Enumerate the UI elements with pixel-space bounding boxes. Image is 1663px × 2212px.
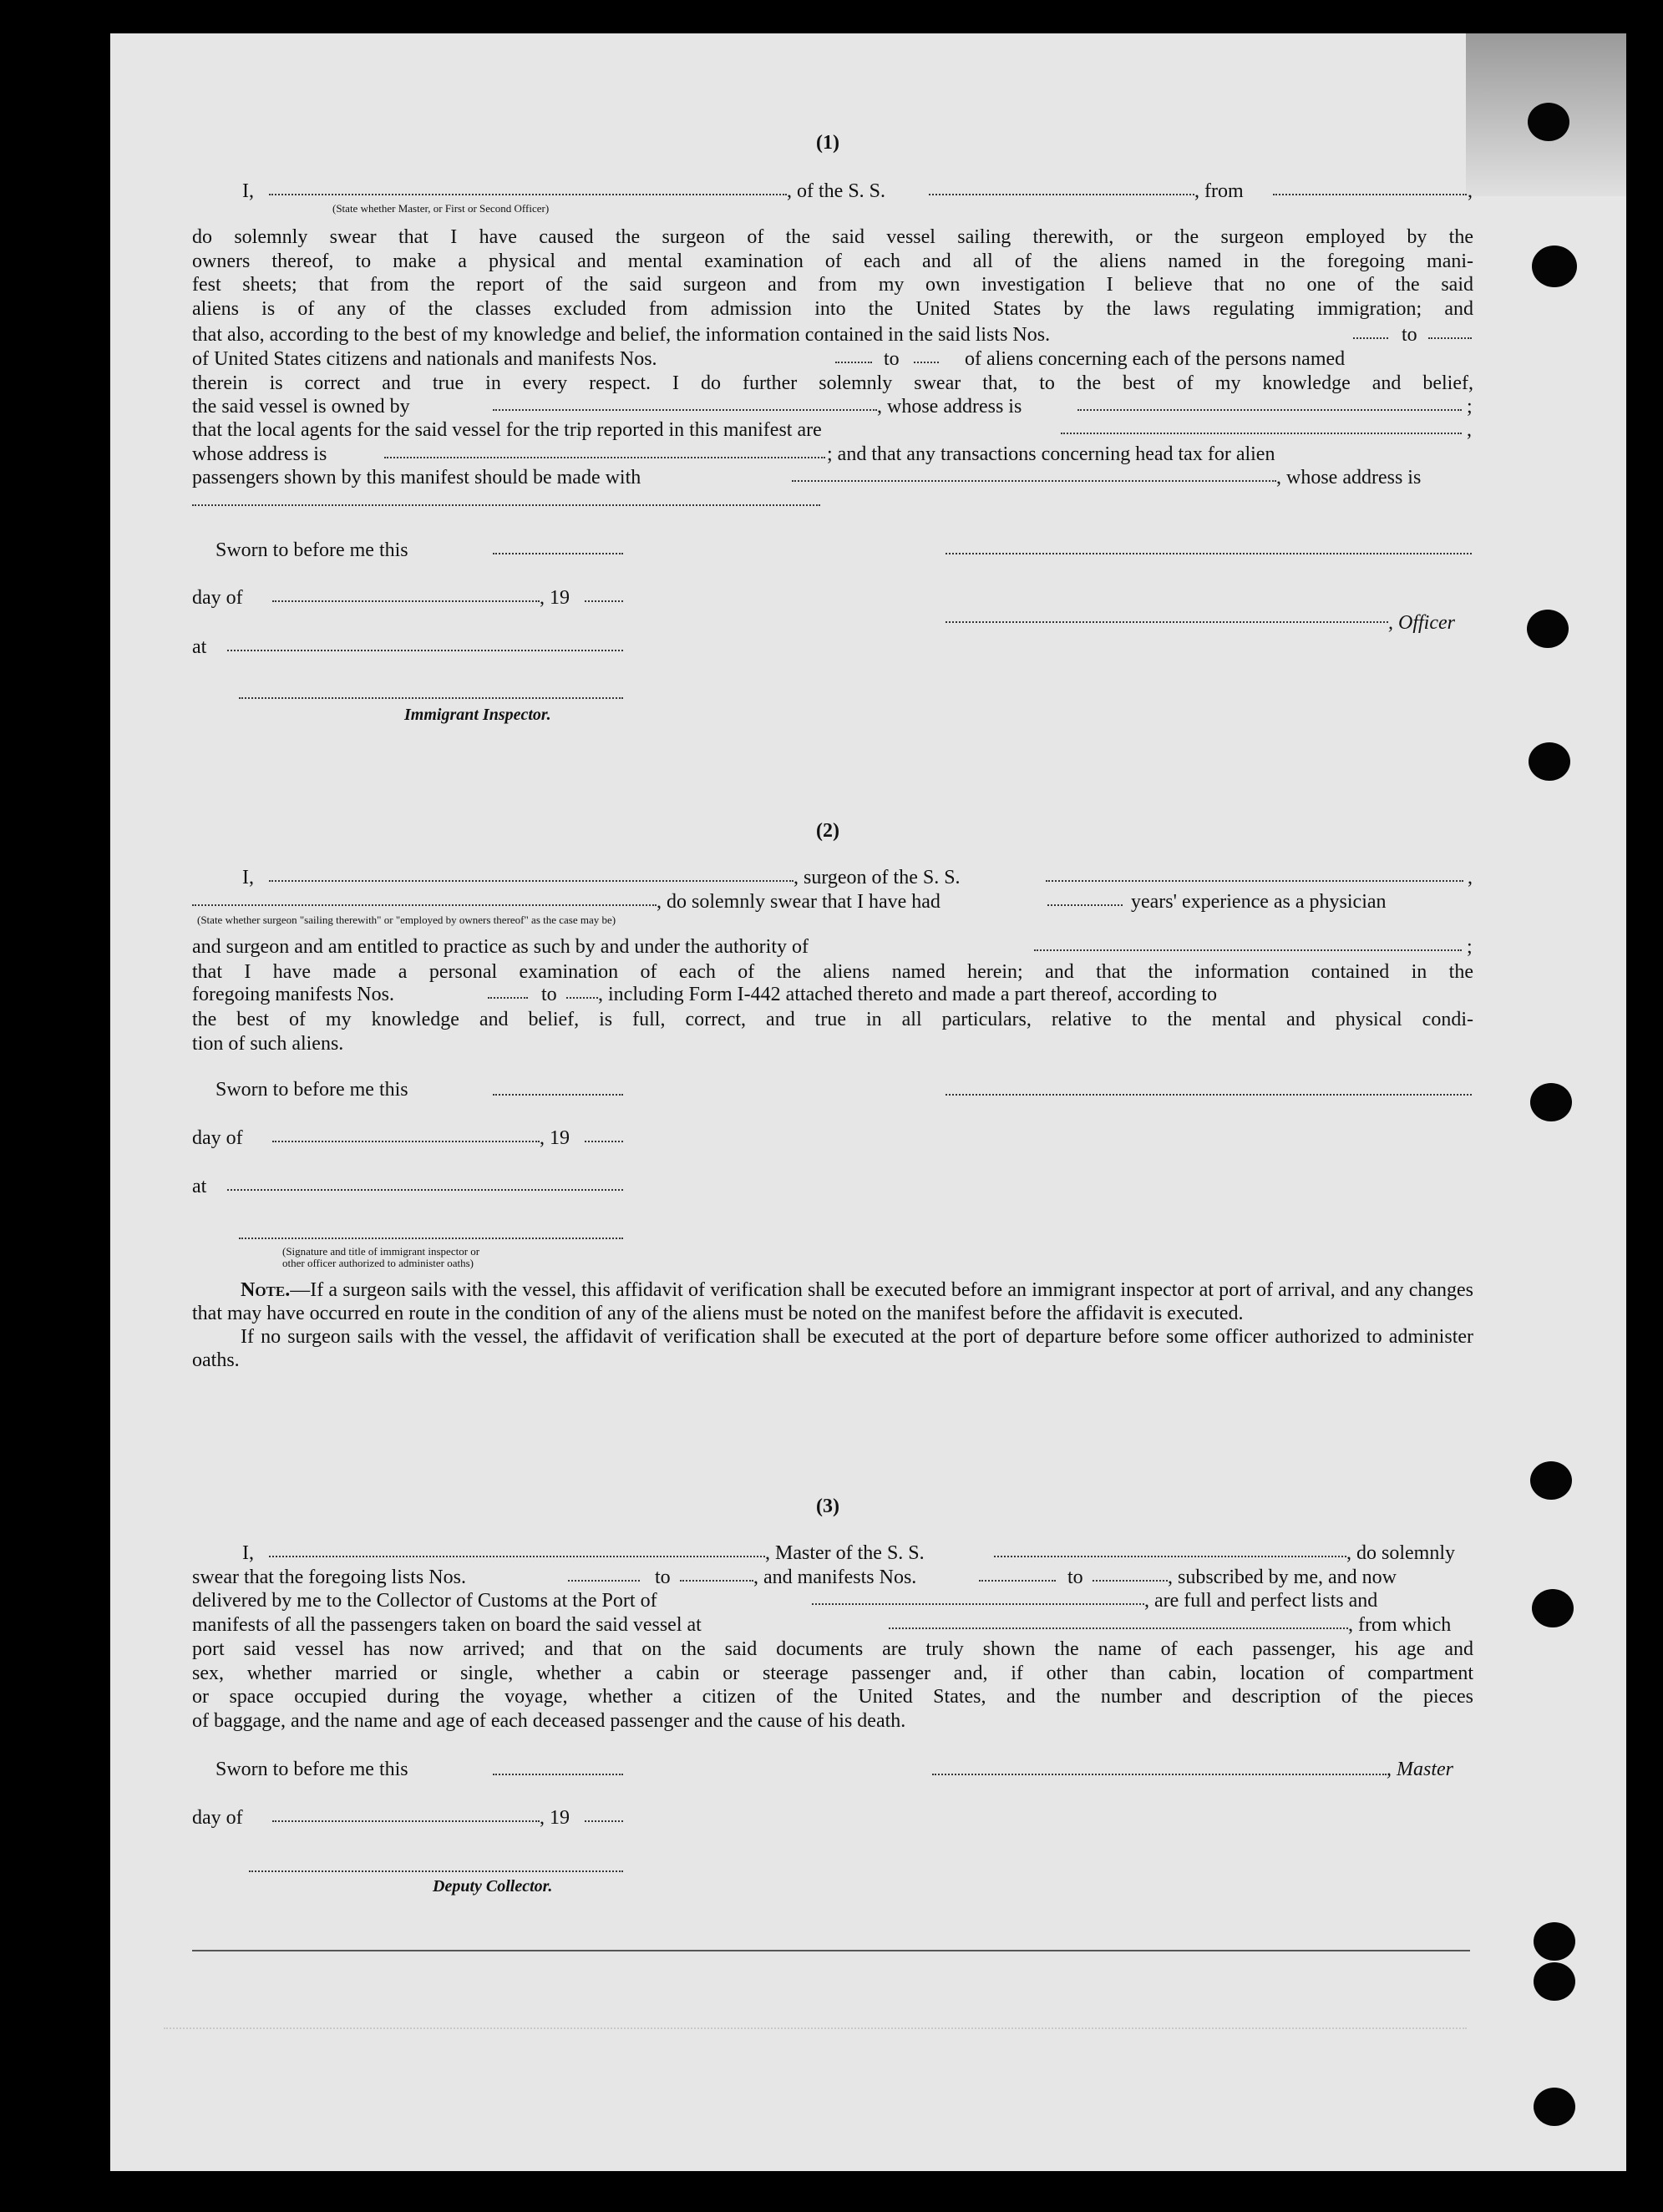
section-3-number: (3): [816, 1496, 839, 1517]
sec3-year-field[interactable]: [585, 1820, 623, 1822]
sec2-signature-caption-2: other officer authorized to administer oaths): [282, 1257, 474, 1269]
sec1-i-label: I,: [242, 180, 254, 202]
sec3-line-5: sex, whether married or single, whether a cabin or steerage passenger and, if other than cabin, location of compartment: [192, 1662, 1473, 1684]
sec1-officer-signature-line[interactable]: [946, 553, 1472, 554]
punch-hole: [1532, 1589, 1574, 1627]
sec2-surgeon-name-field[interactable]: [269, 880, 793, 882]
sec1-agents-label: that the local agents for the said vessel for the trip reported in this manifest are: [192, 419, 822, 441]
sec2-at-place-field[interactable]: [227, 1189, 623, 1191]
punch-hole: [1527, 610, 1569, 648]
sec3-port-field[interactable]: [812, 1603, 1144, 1605]
sec2-swear-label: , do solemnly swear that I have had: [657, 891, 941, 913]
punch-hole: [1532, 245, 1577, 287]
sec3-year-prefix: , 19: [540, 1807, 570, 1829]
sec1-year-field[interactable]: [585, 600, 623, 602]
punch-hole: [1534, 1962, 1575, 2001]
sec1-month-field[interactable]: [272, 600, 540, 602]
sec2-surgeon-instruction: (State whether surgeon "sailing therewith" or "employed by owners thereof" as the case may be): [197, 914, 616, 926]
sec2-sworn-label: Sworn to before me this: [215, 1079, 408, 1101]
sec3-solemnly-label: , do solemnly: [1346, 1542, 1455, 1564]
sec2-note: [192, 1278, 1473, 1372]
punch-hole: [1530, 1083, 1572, 1121]
sec2-at-label: at: [192, 1176, 207, 1197]
sec1-inspector-signature-line[interactable]: [239, 697, 623, 699]
sec1-agents-comma: ,: [1467, 419, 1472, 441]
sec3-ship-name-field[interactable]: [994, 1556, 1346, 1557]
sec3-i-label: I,: [242, 1542, 254, 1564]
sec3-line-4: port said vessel has now arrived; and that on the said documents are truly shown the name of each passenger, his age and: [192, 1638, 1473, 1660]
sec3-lists-label: swear that the foregoing lists Nos.: [192, 1567, 466, 1588]
punch-hole: [1530, 1461, 1572, 1500]
sec1-sworn-date-field[interactable]: [493, 553, 623, 554]
sec1-line-6: of United States citizens and nationals and manifests Nos.: [192, 348, 657, 370]
sec1-line-1: do solemnly swear that I have caused the surgeon of the said vessel sailing therewith, or the surgeon employed by the: [192, 226, 1473, 248]
sec1-passengers-text: passengers shown by this manifest should be made with: [192, 467, 641, 488]
sec1-line-3: fest sheets; that from the report of the said surgeon and from my own investigation I believe that no one of the said: [192, 274, 1473, 296]
sec1-officer-instruction: (State whether Master, or First or Second Officer): [332, 202, 550, 215]
sec1-manifests-from-field[interactable]: [835, 362, 872, 363]
sec1-owner-address-label: , whose address is: [877, 396, 1022, 418]
sec1-at-place-field[interactable]: [227, 650, 623, 651]
sec2-manifests-to-label: to: [541, 984, 557, 1005]
sec3-master-label: , Master: [1387, 1759, 1453, 1780]
sec3-deputy-collector-label: Deputy Collector.: [433, 1877, 553, 1896]
sec2-line-5: tion of such aliens.: [192, 1032, 344, 1055]
sec1-manifests-to-field[interactable]: [914, 362, 939, 363]
punch-hole: [1528, 103, 1569, 141]
sec1-line-2: owners thereof, to make a physical and mental examination of each and all of the aliens named in the foregoing mani-: [192, 250, 1473, 272]
bottom-rule: [192, 1950, 1470, 1951]
sec2-comma: ,: [1468, 867, 1473, 888]
sec1-head-tax-party-field[interactable]: [792, 480, 1276, 482]
sec1-line-7-block: [192, 372, 1473, 396]
sec2-semicolon: ;: [1467, 936, 1473, 958]
sec1-line-5: that also, according to the best of my knowledge and belief, the information contained in the said lists Nos.: [192, 324, 1051, 346]
sec3-boarding-port-field[interactable]: [889, 1627, 1348, 1629]
punch-hole: [1534, 2088, 1575, 2126]
sec1-line-6-end: of aliens concerning each of the persons named: [965, 348, 1346, 370]
sec3-lists-to-field[interactable]: [680, 1580, 753, 1582]
sec1-immigrant-inspector-label: Immigrant Inspector.: [404, 706, 551, 724]
sec2-line-4: the best of my knowledge and belief, is full, correct, and true in all particulars, relative to the mental and physical condi-: [192, 1009, 1473, 1030]
faint-bottom-rule: [164, 2027, 1467, 2029]
sec2-form-i442-text: , including Form I-442 attached thereto and made a part thereof, according to: [598, 984, 1218, 1005]
sec1-day-of-label: day of: [192, 587, 243, 609]
sec3-master-name-field[interactable]: [269, 1556, 765, 1557]
punch-hole: [1534, 1922, 1575, 1961]
sec1-owner-address-field[interactable]: [1077, 409, 1462, 411]
sec3-delivered-label: delivered by me to the Collector of Customs at the Port of: [192, 1590, 657, 1612]
sec1-affidavit-text: [192, 225, 1473, 321]
sec2-years-label: years' experience as a physician: [1131, 891, 1387, 913]
sec2-closing-block: [192, 1008, 1473, 1055]
sec1-of-ss-label: , of the S. S.: [787, 180, 886, 202]
sec3-manifests-label: , and manifests Nos.: [753, 1567, 917, 1588]
sec1-officer-title-field[interactable]: [946, 621, 1388, 623]
sec2-year-prefix: , 19: [540, 1127, 570, 1149]
sec2-line-2-block: [192, 960, 1473, 985]
sec3-subscribed-text: , subscribed by me, and now: [1168, 1567, 1397, 1588]
sec3-manifests-to-label: to: [1067, 1567, 1083, 1588]
sec3-from-which-text: , from which: [1348, 1614, 1452, 1636]
sec3-line-6: or space occupied during the voyage, whether a citizen of the United States, and the number and description of the pieces: [192, 1686, 1473, 1708]
section-1-number: (1): [816, 132, 839, 154]
sec3-master-of-label: , Master of the S. S.: [765, 1542, 925, 1564]
sec1-line-7: therein is correct and true in every respect. I do further solemnly swear that, to the best of my knowledge and belief,: [192, 372, 1473, 394]
sec3-sworn-label: Sworn to before me this: [215, 1759, 408, 1780]
sec2-surgeon-status-field[interactable]: [192, 904, 657, 906]
sec2-surgeon-signature-line[interactable]: [946, 1094, 1472, 1096]
sec3-taken-on-board-label: manifests of all the passengers taken on board the said vessel at: [192, 1614, 702, 1636]
sec3-collector-signature-line[interactable]: [249, 1870, 623, 1872]
sec3-manifests-from-field[interactable]: [979, 1580, 1056, 1582]
sec1-year-prefix: , 19: [540, 587, 570, 609]
sec2-years-field[interactable]: [1047, 904, 1123, 906]
sec2-authority-field[interactable]: [1034, 949, 1462, 951]
sec1-agent-address-label: whose address is: [192, 443, 327, 465]
sec1-head-tax-address-field[interactable]: [192, 504, 820, 506]
sec3-sworn-date-field[interactable]: [493, 1774, 623, 1775]
note-paragraph-1: [192, 1278, 1473, 1325]
sec2-manifests-label: foregoing manifests Nos.: [192, 984, 394, 1005]
sec3-full-lists-text: , are full and perfect lists and: [1144, 1590, 1378, 1612]
sec1-comma: ,: [1468, 180, 1473, 202]
sec3-lists-to-label: to: [655, 1567, 671, 1588]
sec3-manifests-to-field[interactable]: [1093, 1580, 1168, 1582]
sec3-day-of-label: day of: [192, 1807, 243, 1829]
sec1-head-tax-text: ; and that any transactions concerning head tax for alien: [827, 443, 1275, 465]
sec1-whose-address-label: , whose address is: [1276, 467, 1422, 488]
sec2-manifests-from-field[interactable]: [488, 997, 528, 999]
note-paragraph-2: If no surgeon sails with the vessel, the affidavit of verification shall be executed at the port of departure before some officer authorized to administer oaths.: [192, 1326, 1473, 1371]
section-2-number: (2): [816, 820, 839, 842]
sec1-lists-to-label: to: [1402, 324, 1417, 346]
sec2-manifests-to-field[interactable]: [566, 997, 598, 999]
sec2-sworn-date-field[interactable]: [493, 1094, 623, 1096]
sec1-agent-address-field[interactable]: [384, 457, 825, 458]
sec1-lists-to-field[interactable]: [1428, 337, 1472, 339]
sec3-month-field[interactable]: [272, 1820, 540, 1822]
sec2-ship-name-field[interactable]: [1046, 880, 1463, 882]
sec2-day-of-label: day of: [192, 1127, 243, 1149]
sec1-ship-name-field[interactable]: [929, 194, 1194, 195]
note-text-1: —If a surgeon sails with the vessel, this affidavit of verification shall be executed before an immigrant inspector at port of arrival, and any changes that may have occurred en route in the condition of any of the aliens must be noted on the manifest before the affidavit is executed.: [192, 1279, 1473, 1324]
punch-hole: [1529, 742, 1570, 781]
sec3-master-signature-line[interactable]: [932, 1774, 1387, 1775]
sec1-owner-field[interactable]: [493, 409, 877, 411]
sec1-lists-from-field[interactable]: [1353, 337, 1388, 339]
sec1-line-4: aliens is of any of the classes excluded from admission into the United States by the laws regulating immigration; and: [192, 297, 1473, 320]
sec3-affidavit-text: [192, 1637, 1473, 1733]
sec1-agents-field[interactable]: [1061, 433, 1462, 434]
sec2-year-field[interactable]: [585, 1141, 623, 1142]
sec2-month-field[interactable]: [272, 1141, 540, 1142]
sec1-semicolon: ;: [1467, 396, 1473, 418]
sec2-inspector-signature-line[interactable]: [239, 1238, 623, 1239]
sec3-lists-from-field[interactable]: [568, 1580, 640, 1582]
sec2-surgeon-label: , surgeon of the S. S.: [793, 867, 961, 888]
sec2-signature-caption-1: (Signature and title of immigrant inspector or: [282, 1245, 480, 1258]
note-label: Note.: [241, 1279, 291, 1301]
sec1-from-port-field[interactable]: [1273, 194, 1467, 195]
sec1-officer-label: , Officer: [1388, 612, 1455, 634]
sec2-authority-label: and surgeon and am entitled to practice as such by and under the authority of: [192, 936, 809, 958]
sec1-at-label: at: [192, 636, 207, 658]
sec1-owned-by-label: the said vessel is owned by: [192, 396, 410, 418]
sec2-i-label: I,: [242, 867, 254, 888]
sec1-sworn-label: Sworn to before me this: [215, 539, 408, 561]
sec1-officer-name-field[interactable]: [269, 194, 787, 195]
sec1-manifests-to-label: to: [884, 348, 900, 370]
sec3-line-7: of baggage, and the name and age of each deceased passenger and the cause of his death.: [192, 1709, 906, 1732]
sec1-from-label: , from: [1194, 180, 1244, 202]
sec2-line-2: that I have made a personal examination of each of the aliens named herein; and that the information contained in the: [192, 961, 1473, 983]
